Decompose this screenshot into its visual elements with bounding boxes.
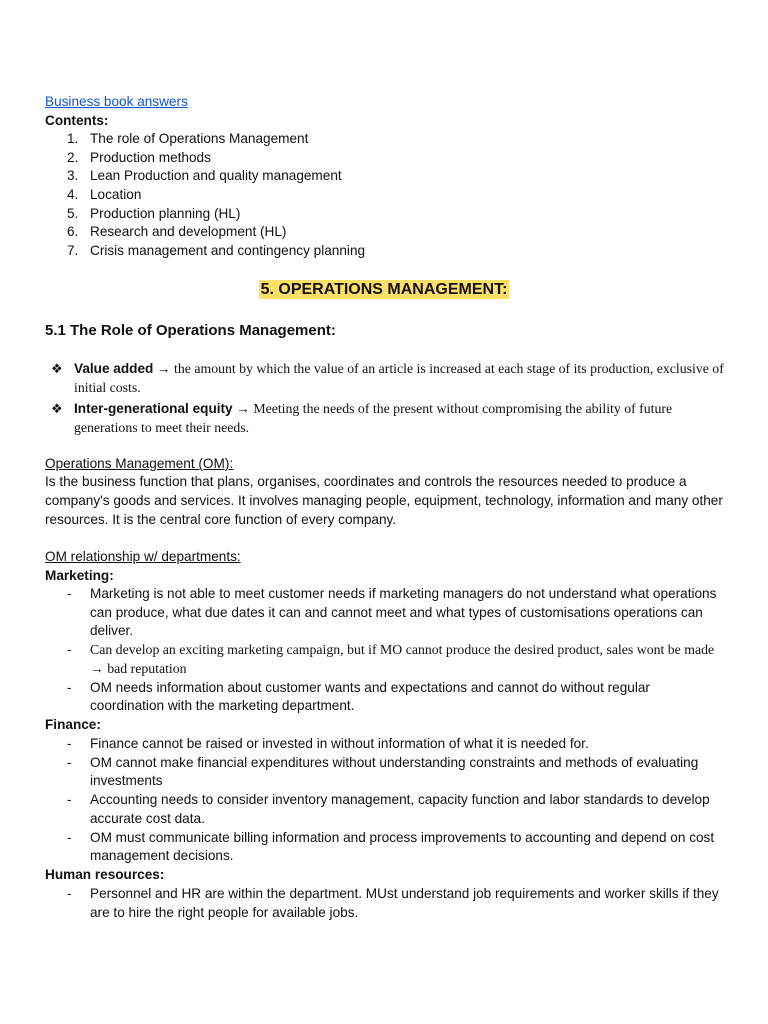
table-of-contents xyxy=(0,130,768,261)
section-heading: 5.1 The Role of Operations Management: xyxy=(45,322,336,339)
marketing-list xyxy=(0,585,768,716)
toc-text: Crisis management and contingency planning xyxy=(90,243,366,259)
toc-number: 5. xyxy=(67,205,79,221)
toc-number: 4. xyxy=(67,187,79,203)
toc-item xyxy=(0,186,768,205)
dash-bullet: - xyxy=(67,679,72,695)
toc-text: The role of Operations Management xyxy=(90,131,309,146)
toc-item xyxy=(0,223,768,242)
list-item xyxy=(0,829,768,866)
toc-text: Production methods xyxy=(90,149,211,165)
list-item xyxy=(0,885,768,922)
list-item-text: Finance cannot be raised or invested in without information of what it is needed for. xyxy=(90,736,589,751)
chapter-title: 5. OPERATIONS MANAGEMENT: xyxy=(260,281,508,298)
list-item xyxy=(0,735,768,754)
definition-arrow: → xyxy=(232,401,254,416)
toc-number: 2. xyxy=(67,149,79,165)
list-item xyxy=(0,754,768,791)
toc-item xyxy=(0,149,768,168)
relationship-heading: OM relationship w/ departments: xyxy=(45,549,241,564)
toc-item xyxy=(0,167,768,186)
toc-text: Lean Production and quality management xyxy=(90,168,342,184)
toc-item xyxy=(0,242,768,261)
contents-label: Contents: xyxy=(45,113,109,128)
toc-item xyxy=(0,205,768,224)
definition-arrow: → xyxy=(153,361,175,376)
diamond-bullet-icon: ❖ xyxy=(51,361,63,376)
dash-bullet: - xyxy=(67,886,72,901)
definition-term: Inter-generational equity xyxy=(74,401,233,416)
chapter-banner xyxy=(0,280,768,300)
toc-item xyxy=(0,130,768,149)
list-item-text: OM must communicate billing information and process improvements to accounting and depend on cost management decisions. xyxy=(90,829,715,864)
marketing-label: Marketing: xyxy=(45,568,114,583)
dash-bullet: - xyxy=(67,829,72,845)
definition-term: Value added xyxy=(74,361,154,376)
definitions-list xyxy=(0,360,768,440)
diamond-bullet-icon: ❖ xyxy=(51,401,63,416)
list-item-text: Personnel and HR are within the department. MUst understand job requirements and worker skills if they are to hire the right people for available jobs. xyxy=(90,886,719,920)
om-definition: Is the business function that plans, organises, coordinates and controls the resources needed to produce a company's goods and services. It involves managing people, equipment, technology, information and many other resources. It is the central core function of every company. xyxy=(45,474,723,527)
toc-text: Production planning (HL) xyxy=(90,205,241,221)
list-item-text: OM needs information about customer wants and expectations and cannot do without regular coordination with the marketing department. xyxy=(90,679,650,714)
finance-list xyxy=(0,735,768,866)
dash-bullet: - xyxy=(67,736,72,751)
toc-number: 3. xyxy=(67,168,79,184)
list-item xyxy=(0,791,768,828)
dash-bullet: - xyxy=(67,792,72,808)
business-book-answers-link[interactable]: Business book answers xyxy=(45,94,188,109)
dash-bullet: - xyxy=(67,642,72,658)
list-item xyxy=(0,585,768,641)
toc-number: 7. xyxy=(67,243,79,259)
definition-text: the amount by which the value of an article is increased at each stage of its production, exclusive of initial costs. xyxy=(74,361,724,395)
list-item-text: OM cannot make financial expenditures without understanding constraints and methods of evaluating investments xyxy=(90,754,699,789)
dash-bullet: - xyxy=(67,754,72,770)
toc-text: Location xyxy=(90,187,142,203)
hr-list xyxy=(0,885,768,922)
list-item-text: Accounting needs to consider inventory management, capacity function and labor standards to develop accurate cost data. xyxy=(90,792,710,826)
toc-text: Research and development (HL) xyxy=(90,224,287,240)
list-item xyxy=(0,641,768,678)
definition-item xyxy=(0,400,768,437)
dash-bullet: - xyxy=(67,586,72,601)
hr-label: Human resources: xyxy=(45,867,165,882)
om-heading: Operations Management (OM): xyxy=(45,456,234,471)
finance-label: Finance: xyxy=(45,717,101,732)
definition-item xyxy=(0,360,768,397)
list-item xyxy=(0,679,768,716)
list-item-text: Marketing is not able to meet customer needs if marketing managers do not understand what operations can produce, what due dates it can and cannot meet and what types of customisations operations can deliver. xyxy=(90,586,717,639)
list-item-text: Can develop an exciting marketing campaign, but if MO cannot produce the desired product, sales wont be made → bad reputation xyxy=(90,642,715,676)
definition-text: Meeting the needs of the present without compromising the ability of future generations to meet their needs. xyxy=(74,401,673,435)
toc-number: 6. xyxy=(67,224,79,240)
toc-number: 1. xyxy=(67,131,79,146)
